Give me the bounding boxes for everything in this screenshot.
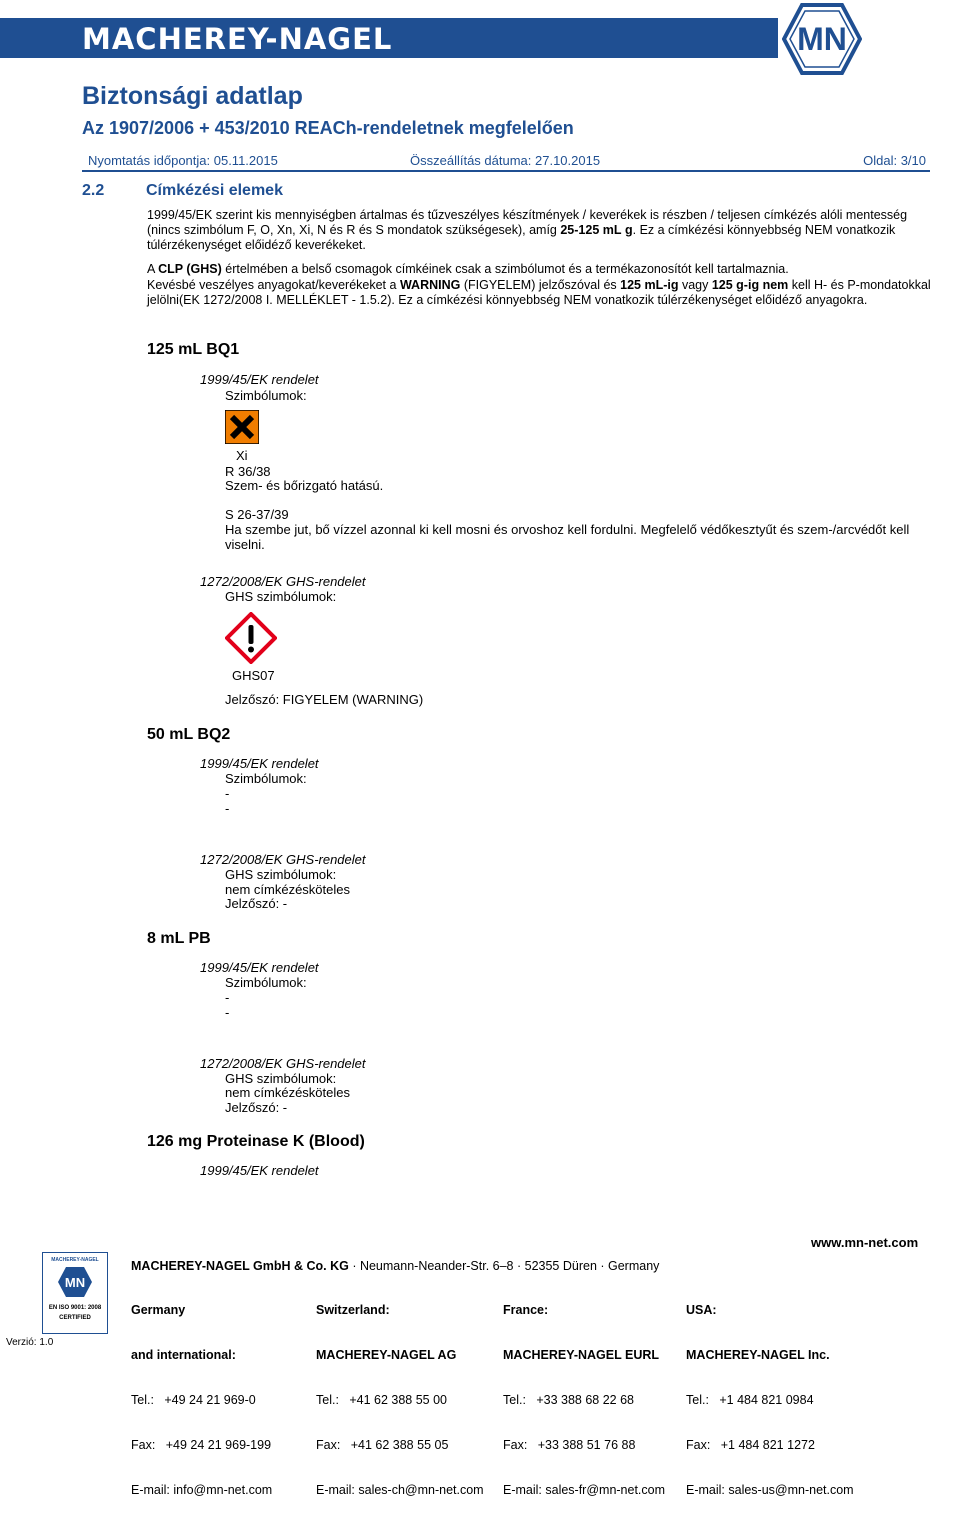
bq2-heading: 50 mL BQ2 (147, 726, 231, 743)
s-text-line-2: viselni. (225, 537, 265, 552)
ghs07-code: GHS07 (232, 668, 275, 683)
bq2-symbol-dash-1: - (225, 786, 230, 801)
cert-brand: MACHEREY-NAGEL (51, 1257, 99, 1263)
bq1-regulation-ghs: 1272/2008/EK GHS-rendelet (200, 574, 366, 589)
page-title: Biztonsági adatlap (82, 82, 303, 110)
pb-symbol-dash-1: - (225, 990, 230, 1005)
bq2-regulation-1999: 1999/45/EK rendelet (200, 756, 319, 771)
header (0, 0, 960, 76)
pb-ghs-symbols-label: GHS szimbólumok: (225, 1071, 337, 1086)
bq2-ghs-symbols-label: GHS szimbólumok: (225, 867, 337, 882)
header-divider (82, 170, 930, 172)
section-heading (82, 182, 283, 200)
pb-regulation-ghs: 1272/2008/EK GHS-rendelet (200, 1056, 366, 1071)
cert-mn-logo-icon (57, 1266, 93, 1298)
footer-germany: Germany and international: Tel.: +49 24 21 969-0 Fax: +49 24 21 969-199 E-mail: info@mn-net.com (131, 1303, 273, 1497)
bq2-not-labelled: nem címkézésköteles (225, 882, 350, 897)
s-text-line-1: Ha szembe jut, bő vízzel azonnal ki kell mosni és orvoshoz kell fordulni. Megfelelő védőkesztyűt és szem-/arcvédőt kell (225, 522, 910, 537)
r-phrase: R 36/38 (225, 464, 271, 479)
bq2-symbol-dash-2: - (225, 801, 230, 816)
pb-symbol-dash-2: - (225, 1005, 230, 1020)
ghs07-exclamation-icon (225, 612, 277, 664)
section-number: 2.2 (82, 182, 105, 199)
footer-switzerland: Switzerland: MACHEREY-NAGEL AG Tel.: +41 62 388 55 00 Fax: +41 62 388 55 05 E-mail: sales-ch@mn-net.com (316, 1303, 484, 1497)
bq2-signal-word: Jelzőszó: - (225, 896, 288, 911)
section-title: Címkézési elemek (146, 182, 283, 199)
r-text: Szem- és bőrizgató hatású. (225, 478, 384, 493)
bq2-symbols-label: Szimbólumok: (225, 771, 307, 786)
proteinase-heading: 126 mg Proteinase K (Blood) (147, 1133, 365, 1150)
print-date: Nyomtatás időpontja: 05.11.2015 (88, 153, 278, 168)
page-number: Oldal: 3/10 (863, 153, 926, 168)
bq1-heading: 125 mL BQ1 (147, 341, 240, 358)
version: Verzió: 1.0 (6, 1337, 54, 1348)
pb-symbols-label: Szimbólumok: (225, 975, 307, 990)
logo-text: MN (797, 21, 847, 57)
xi-hazard-icon (225, 410, 259, 444)
bq1-ghs-symbols-label: GHS szimbólumok: (225, 589, 337, 604)
footer-website[interactable]: www.mn-net.com (811, 1235, 919, 1250)
pb-not-labelled: nem címkézésköteles (225, 1085, 350, 1100)
brand-name: MACHEREY-NAGEL (82, 22, 393, 56)
xi-code: Xi (236, 448, 248, 463)
s-phrase: S 26-37/39 (225, 507, 289, 522)
proteinase-regulation-1999: 1999/45/EK rendelet (200, 1163, 319, 1178)
mn-logo-icon (782, 3, 862, 75)
iso-certificate-badge (42, 1252, 108, 1334)
page-subtitle: Az 1907/2006 + 453/2010 REACh-rendeletnek megfelelően (82, 118, 574, 138)
intro-paragraph-3: Kevésbé veszélyes anyagokat/keverékeket a WARNING (FIGYELEM) jelzőszóval és 125 mL-ig vagy 125 g-ig nem kell H- és P-mondatokkal jelölni(EK 1272/2008 I. MELLÉKLET - 1.5.2). Ez a címkézési könnyebbség NEM vonatkozik túlérzékenységet előidéző anyagokra. (147, 278, 931, 307)
footer-address: · Neumann-Neander-Str. 6–8 · 52355 Düren · Germany (348, 1259, 660, 1273)
svg-text:MN: MN (64, 1275, 86, 1290)
compile-date: Összeállítás dátuma: 27.10.2015 (410, 153, 601, 168)
pb-regulation-1999: 1999/45/EK rendelet (200, 960, 319, 975)
bq1-signal-word: Jelzőszó: FIGYELEM (WARNING) (225, 692, 424, 707)
bq2-regulation-ghs: 1272/2008/EK GHS-rendelet (200, 852, 366, 867)
cert-iso: EN ISO 9001: 2008 (48, 1305, 102, 1311)
cert-label: CERTIFIED (59, 1315, 91, 1321)
footer-company-line (131, 1259, 659, 1274)
bq1-symbols-label: Szimbólumok: (225, 388, 307, 403)
intro-paragraph-2: A CLP (GHS) értelmében a belső csomagok címkéinek csak a szimbólumot és a termékazonosítót kell tartalmaznia. (147, 262, 789, 276)
bq1-regulation-1999: 1999/45/EK rendelet (200, 372, 319, 387)
intro-paragraph-1: 1999/45/EK szerint kis mennyiségben ártalmas és tűzveszélyes készítmények / keverékek is részben / teljesen címkézés alóli mentesség (nincs szimbólum F, O, Xn, Xi, N és R és S mondatok szükségesek), amíg 25-125 mL g. Ez a címkézési könnyebbség NEM vonatkozik túlérzékenységet előidéző keverékeket. (147, 208, 908, 252)
footer-france: France: MACHEREY-NAGEL EURL Tel.: +33 388 68 22 68 Fax: +33 388 51 76 88 E-mail: sales-fr@mn-net.com (503, 1303, 666, 1497)
pb-signal-word: Jelzőszó: - (225, 1100, 288, 1115)
footer-company: MACHEREY-NAGEL GmbH & Co. KG (131, 1259, 349, 1273)
pb-heading: 8 mL PB (147, 930, 211, 947)
footer-usa: USA: MACHEREY-NAGEL Inc. Tel.: +1 484 821 0984 Fax: +1 484 821 1272 E-mail: sales-us@mn-net.com (686, 1303, 854, 1497)
